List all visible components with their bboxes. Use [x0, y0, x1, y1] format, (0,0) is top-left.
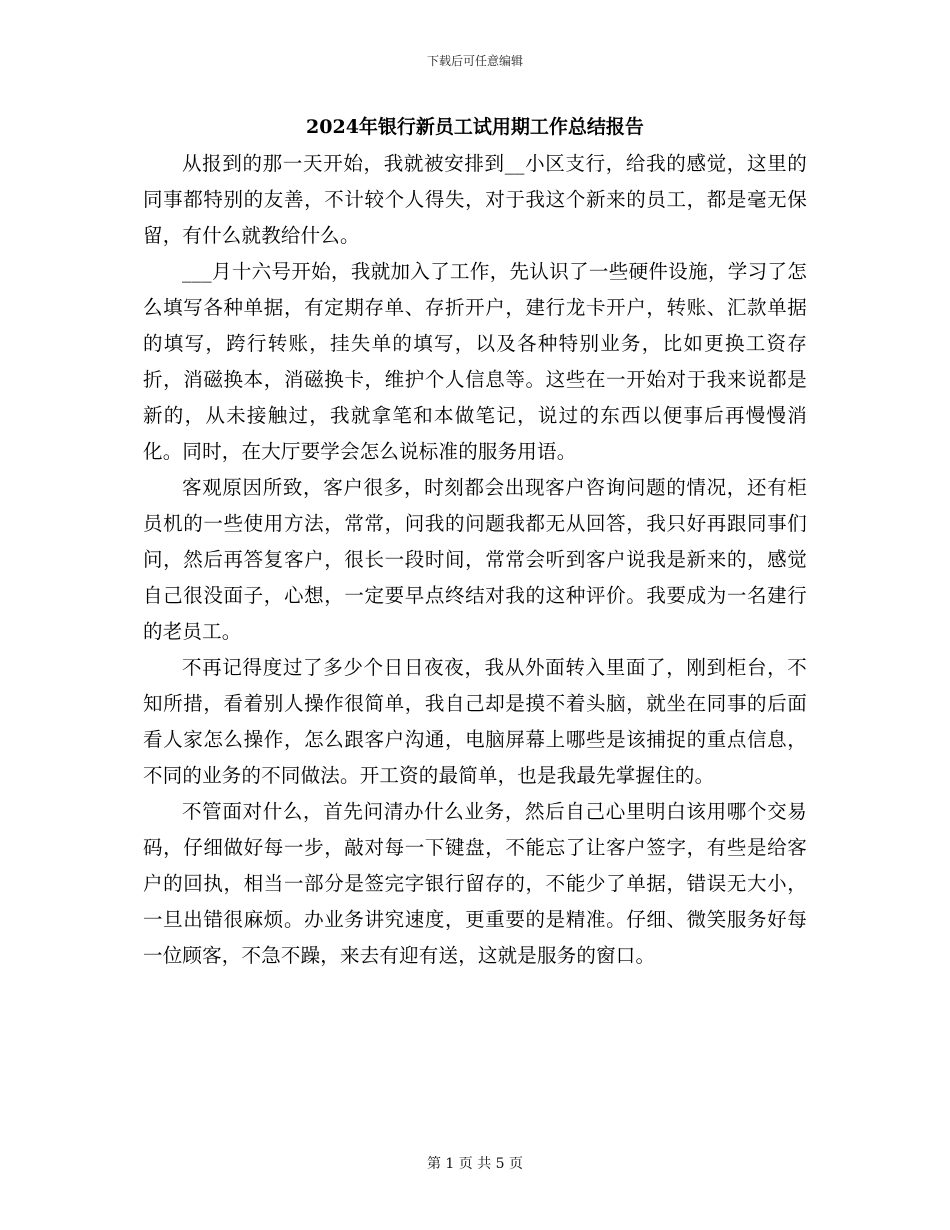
- body-paragraph: 不再记得度过了多少个日日夜夜，我从外面转入里面了，刚到柜台，不知所措，看着别人操作很简单，我自己却是摸不着头脑，就坐在同事的后面看人家怎么操作，怎么跟客户沟通，电脑屏幕上哪些是该捕捉的重点信息，不同的业务的不同做法。开工资的最简单，也是我最先掌握住的。: [143, 656, 807, 787]
- page-number-footer: 第 1 页 共 5 页: [426, 1156, 524, 1172]
- page-header-note: 下载后可任意编辑: [426, 54, 523, 68]
- body-paragraph: ___月十六号开始，我就加入了工作，先认识了一些硬件设施，学习了怎么填写各种单据，有定期存单、存折开户，建行龙卡开户，转账、汇款单据的填写，跨行转账，挂失单的填写，以及各种特别业务，比如更换工资存折，消磁换本，消磁换卡，维护个人信息等。这些在一开始对于我来说都是新的，从未接触过，我就拿笔和本做笔记，说过的东西以便事后再慢慢消化。同时，在大厅要学会怎么说标准的服务用语。: [143, 260, 807, 463]
- document-title: 2024年银行新员工试用期工作总结报告: [306, 116, 644, 138]
- body-paragraph: 从报到的那一天开始，我就被安排到__小区支行，给我的感觉，这里的同事都特别的友善，不计较个人得失，对于我这个新来的员工，都是毫无保留，有什么就教给什么。: [143, 152, 807, 247]
- body-paragraph: 不管面对什么，首先问清办什么业务，然后自己心里明白该用哪个交易码，仔细做好每一步，敲对每一下键盘，不能忘了让客户签字，有些是给客户的回执，相当一部分是签完字银行留存的，不能少了单据，错误无大小，一旦出错很麻烦。办业务讲究速度，更重要的是精准。仔细、微笑服务好每一位顾客，不急不躁，来去有迎有送，这就是服务的窗口。: [143, 800, 807, 967]
- document-body: [143, 146, 807, 974]
- body-paragraph: 客观原因所致，客户很多，时刻都会出现客户咨询问题的情况，还有柜员机的一些使用方法，常常，问我的问题我都无从回答，我只好再跟同事们问，然后再答复客户，很长一段时间，常常会听到客户说我是新来的，感觉自己很没面子，心想，一定要早点终结对我的这种评价。我要成为一名建行的老员工。: [143, 476, 807, 643]
